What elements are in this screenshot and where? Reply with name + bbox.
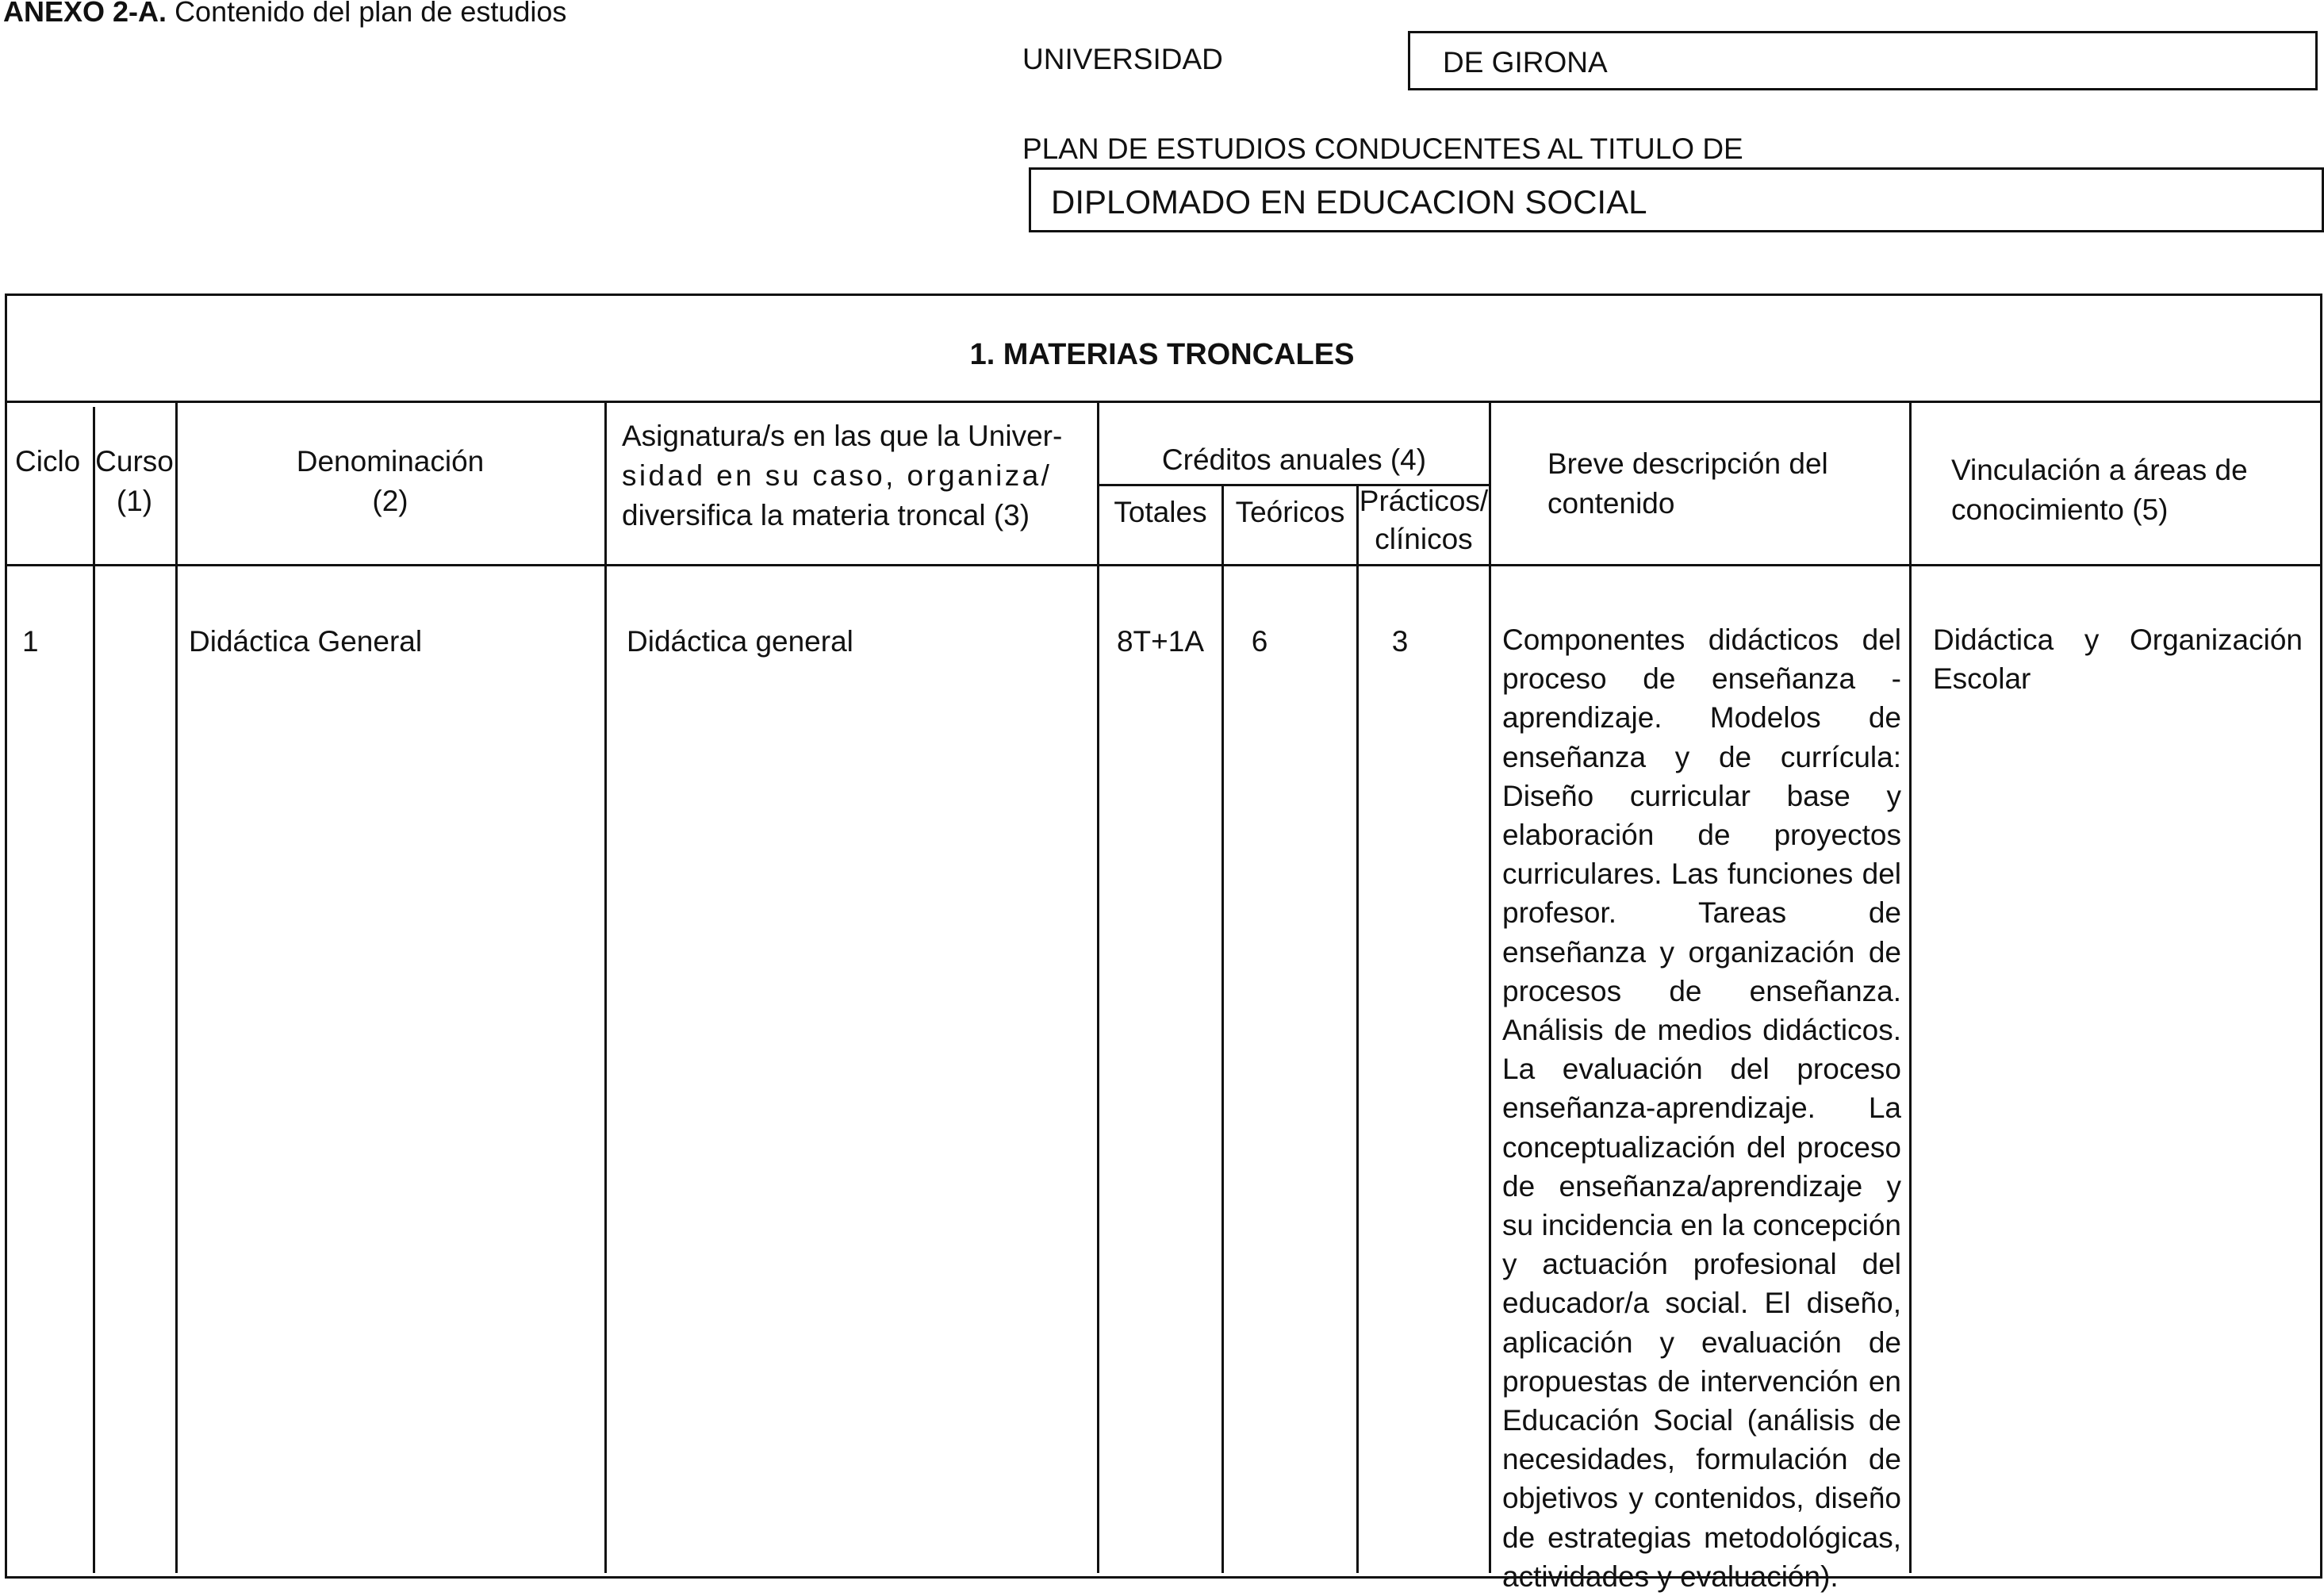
- row-denominacion: Didáctica General: [189, 625, 423, 658]
- header-denominacion: [176, 442, 604, 521]
- header-practicos: [1359, 482, 1489, 558]
- header-asignatura-line1: Asignatura/s en las que la Univer-: [622, 420, 1063, 452]
- header-asignatura: [622, 416, 1066, 535]
- column-divider: [1097, 401, 1099, 1573]
- university-label: UNIVERSIDAD: [1022, 43, 1223, 75]
- degree-title-field: DIPLOMADO EN EDUCACION SOCIAL: [1029, 167, 2324, 232]
- header-vinculacion-line1: Vinculación a áreas de: [1951, 454, 2248, 486]
- column-divider: [1489, 401, 1491, 1573]
- header-ciclo: Ciclo: [15, 445, 81, 478]
- row-descripcion: Componentes didácticos del proceso de enseñanza -aprendizaje. Modelos de enseñanza y de currícula: Diseño curricular base y elaboración de proyectos curriculares. Las funciones del profesor. Tareas de enseñanza y organización de procesos de enseñanza. Análisis de medios didácticos. La evaluación del proceso enseñanza-aprendizaje. La conceptualización del proceso de enseñanza/aprendizaje y su incidencia en la concepción y actuación profesional del educador/a social. El diseño, aplicación y evaluación de propuestas de intervención en Educación Social (análisis de necesidades, formulación de objetivos y contenidos, diseño de estrategias metodológicas, actividades y evaluación).: [1502, 623, 1901, 1593]
- header-asignatura-line3: diversifica la materia troncal (3): [622, 499, 1030, 531]
- row-vinculacion: [1933, 620, 2303, 698]
- header-asignatura-line2: sidad en su caso, organiza/: [622, 459, 1053, 492]
- university-field: DE GIRONA: [1408, 31, 2318, 90]
- row-teoricos: 6: [1251, 625, 1268, 658]
- header-vinculacion-line2: conocimiento (5): [1951, 493, 2169, 526]
- header-vinculacion: [1951, 451, 2300, 530]
- header-practicos-line1: Prácticos/: [1359, 485, 1489, 517]
- row-vinculacion-line2: Escolar: [1933, 662, 2031, 695]
- header-curso: [94, 442, 175, 521]
- column-divider: [175, 401, 178, 1573]
- row-asignatura: Didáctica general: [627, 625, 853, 658]
- header-totales: Totales: [1114, 496, 1207, 528]
- column-divider: [1909, 401, 1912, 1573]
- row-ciclo: 1: [22, 625, 39, 658]
- row-vinculacion-line1: Didáctica y Organización: [1933, 623, 2303, 656]
- header-descripcion-line1: Breve descripción del: [1547, 447, 1828, 480]
- header-practicos-line2: clínicos: [1375, 523, 1473, 555]
- annex-heading: [3, 0, 566, 29]
- table-divider: [5, 564, 2322, 566]
- header-teoricos: Teóricos: [1235, 496, 1345, 528]
- header-creditos: Créditos anuales (4): [1161, 443, 1427, 476]
- header-denominacion-line2: (2): [372, 485, 408, 517]
- section-title: 1. MATERIAS TRONCALES: [969, 338, 1355, 371]
- table-divider: [5, 401, 2322, 403]
- header-denominacion-line1: Denominación: [296, 445, 485, 478]
- row-practicos: 3: [1391, 625, 1409, 658]
- row-totales: 8T+1A: [1116, 625, 1205, 658]
- column-divider: [604, 401, 607, 1573]
- header-curso-line2: (1): [116, 485, 153, 517]
- plan-label: PLAN DE ESTUDIOS CONDUCENTES AL TITULO DE: [1022, 132, 1743, 165]
- header-curso-line1: Curso: [95, 445, 174, 478]
- column-divider: [93, 407, 95, 1573]
- header-descripcion-line2: contenido: [1547, 487, 1675, 520]
- annex-text: Contenido del plan de estudios: [174, 0, 567, 28]
- annex-label: ANEXO 2-A.: [3, 0, 167, 28]
- header-descripcion: [1547, 444, 1889, 524]
